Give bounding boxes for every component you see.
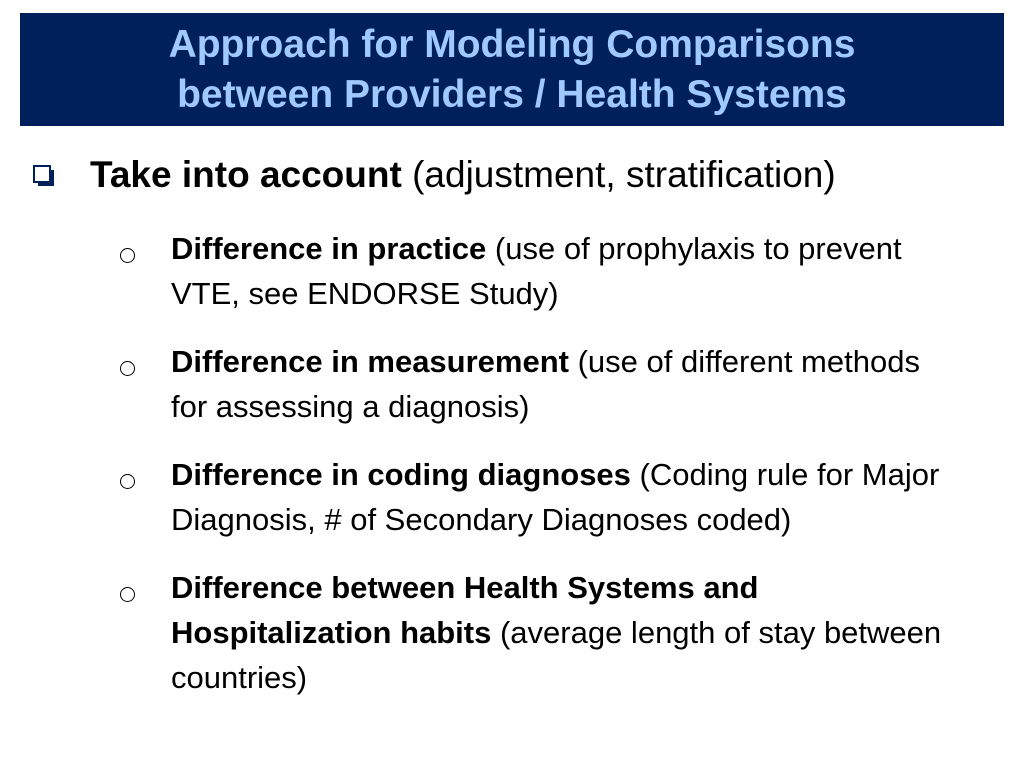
list-item-text	[171, 226, 961, 316]
list-item	[120, 565, 970, 700]
list-item-rest: (use of different methods for assessing a diagnosis)	[171, 344, 920, 424]
main-bullet-rest: (adjustment, stratification)	[401, 154, 836, 195]
list-item	[120, 226, 970, 316]
circle-bullet-icon	[120, 474, 135, 489]
slide-title-line-1: Approach for Modeling Comparisons	[168, 22, 856, 66]
list-item-bold: Difference in coding diagnoses	[171, 457, 631, 492]
list-item-rest: (Coding rule for Major Diagnosis, # of Secondary Diagnoses coded)	[171, 457, 940, 537]
list-item-bold: Difference between Health Systems and Hospitalization habits	[171, 570, 759, 650]
list-item	[120, 339, 970, 429]
list-item-text	[171, 452, 961, 542]
square-checkbox-bullet-icon	[33, 165, 53, 185]
title-bar	[20, 13, 1004, 126]
list-item-bold: Difference in measurement	[171, 344, 569, 379]
main-bullet	[33, 152, 836, 198]
list-item-text	[171, 339, 961, 429]
sub-bullet-list	[120, 226, 970, 723]
slide-title-line-2: between Providers / Health Systems	[177, 72, 847, 116]
list-item-text	[171, 565, 961, 700]
list-item-bold: Difference in practice	[171, 231, 487, 266]
main-bullet-bold: Take into account	[90, 154, 402, 195]
list-item-rest: (average length of stay between countries)	[171, 615, 942, 695]
circle-bullet-icon	[120, 587, 135, 602]
circle-bullet-icon	[120, 361, 135, 376]
list-item	[120, 452, 970, 542]
main-bullet-text	[90, 152, 836, 198]
circle-bullet-icon	[120, 248, 135, 263]
list-item-rest: (use of prophylaxis to prevent VTE, see ENDORSE Study)	[171, 231, 902, 311]
